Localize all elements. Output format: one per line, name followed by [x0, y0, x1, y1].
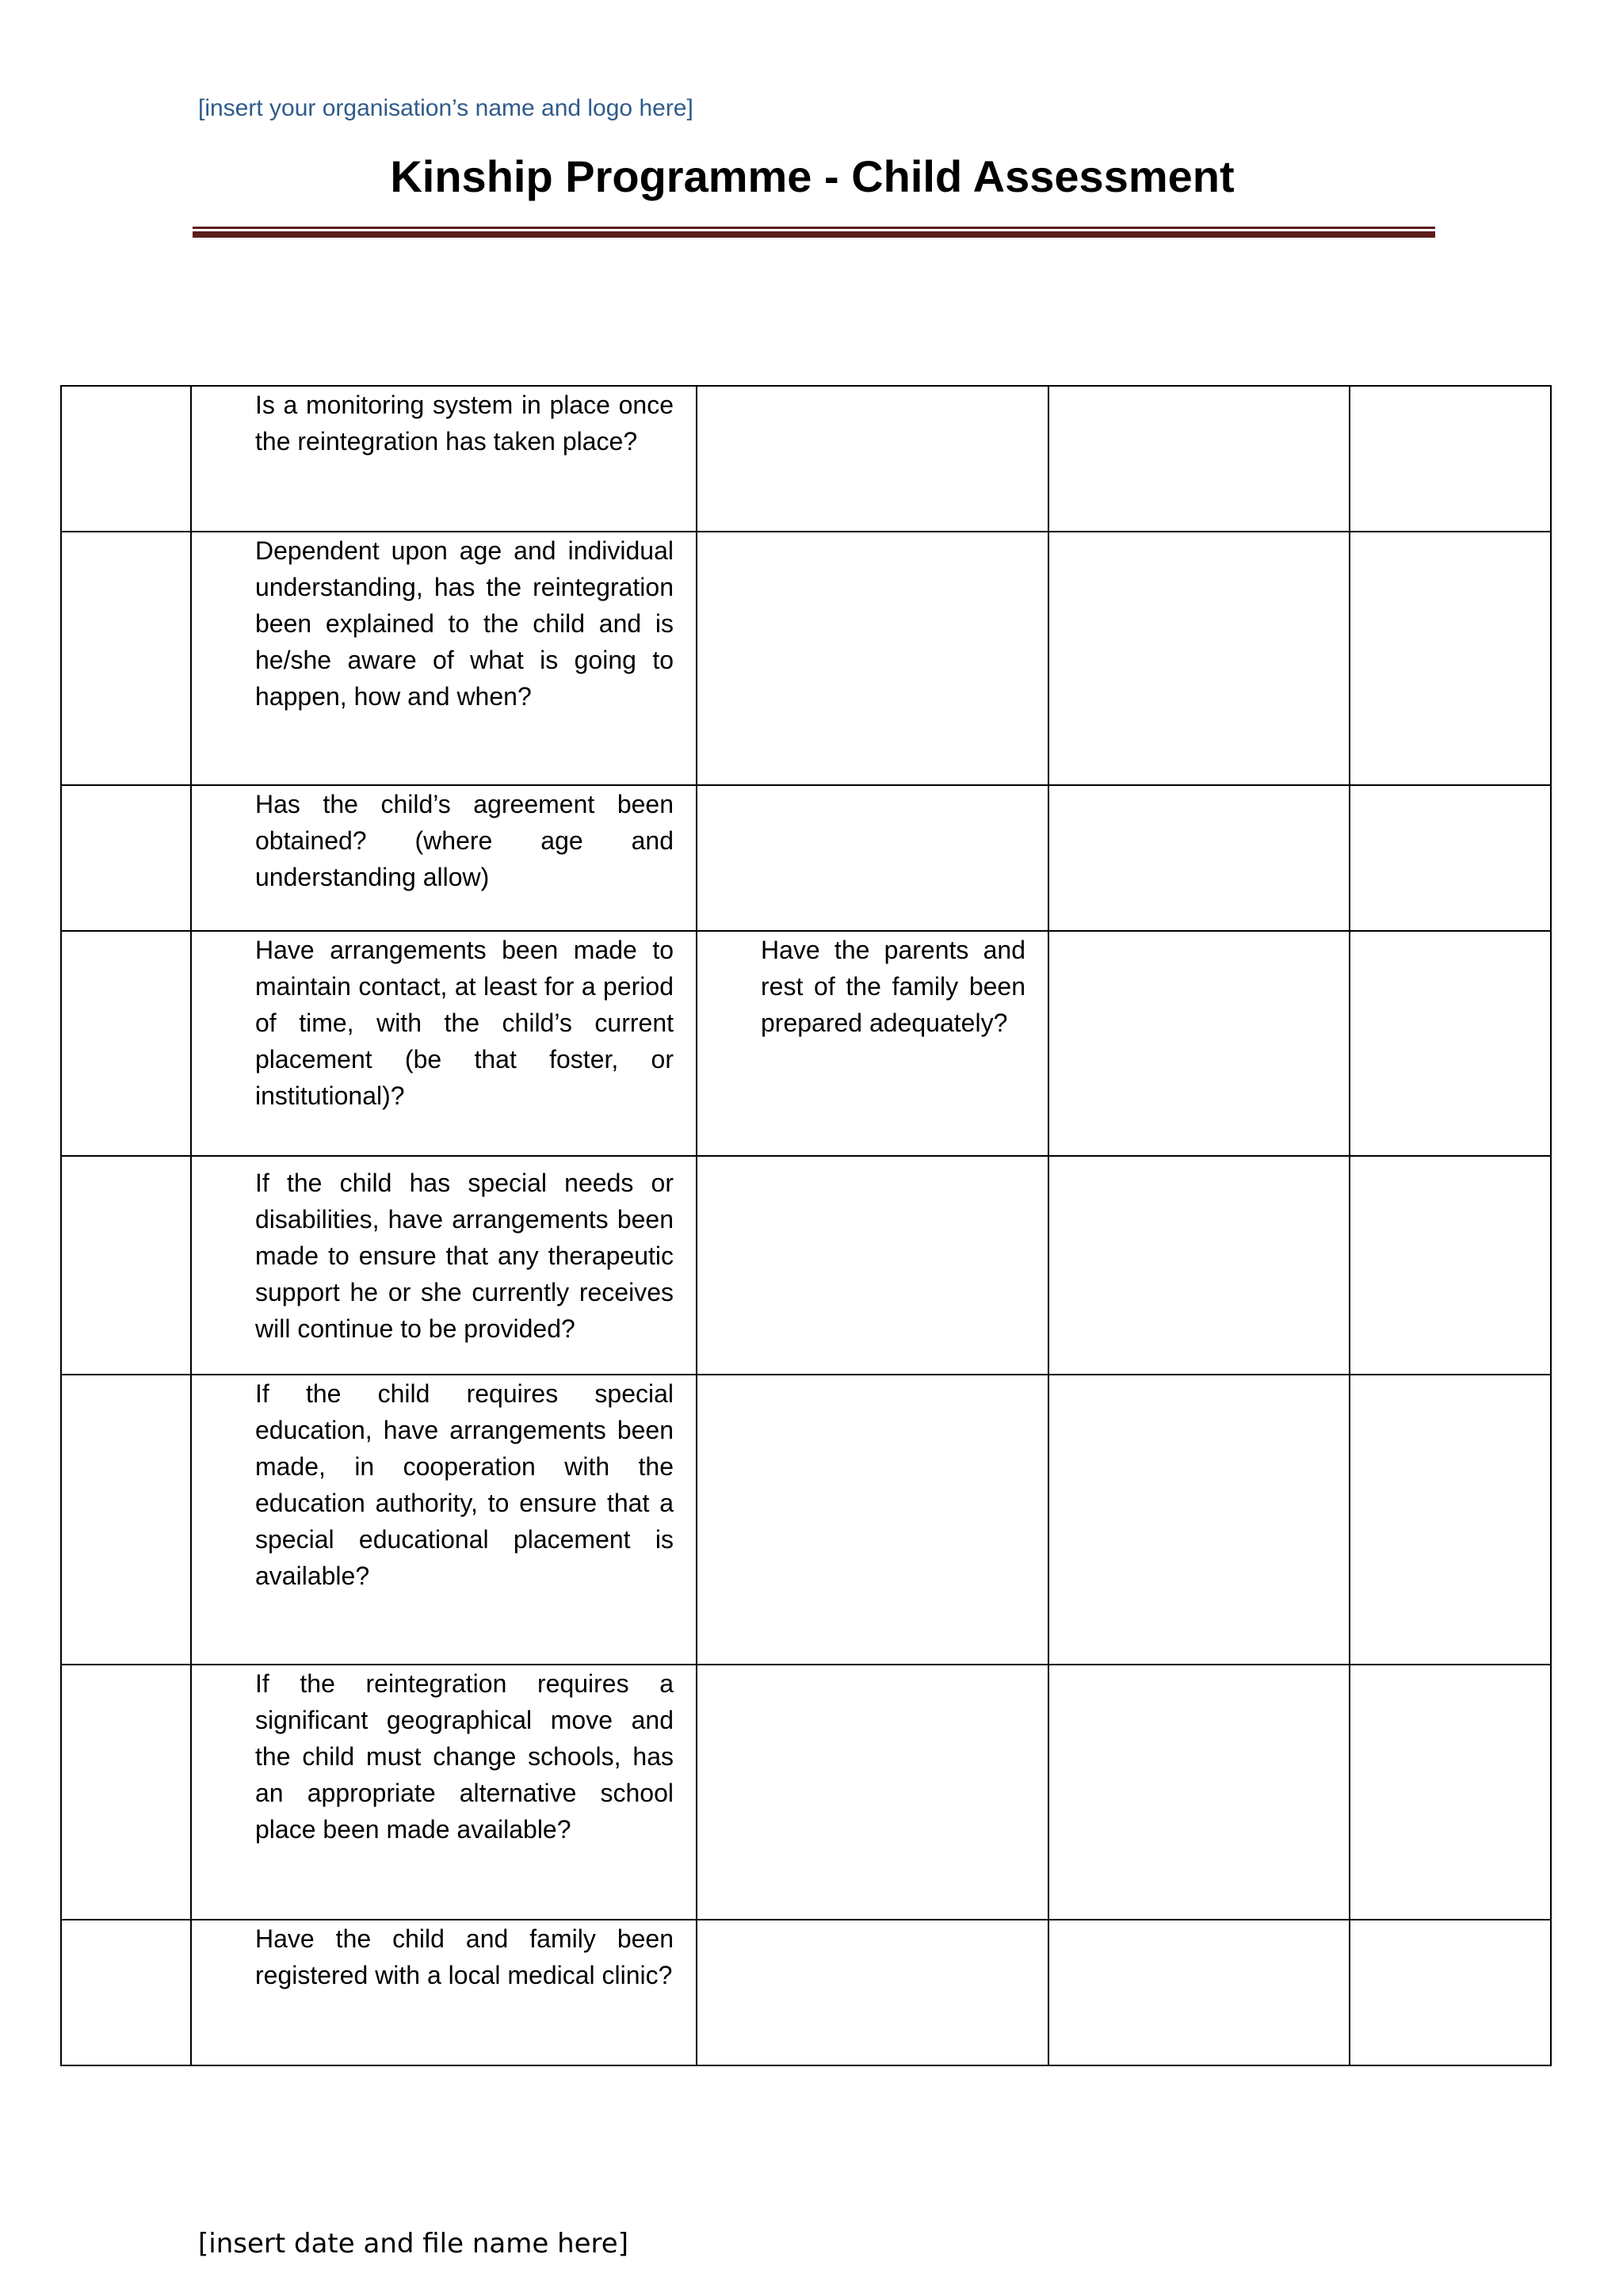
question-cell — [191, 1156, 697, 1375]
response-cell[interactable] — [697, 386, 1048, 532]
question-text: Have the child and family been registered with a local medical clinic? — [255, 1924, 674, 1989]
notes-cell[interactable] — [1048, 1156, 1350, 1375]
question-text: If the child requires special education, have arrangements been made, in cooperation with the education authority, to ensure that a special educational placement is available? — [255, 1379, 674, 1590]
question-cell — [191, 1375, 697, 1665]
row-number-cell — [61, 1156, 191, 1375]
question-text: Have arrangements been made to maintain contact, at least for a period of time, with the child’s current placement (be that foster, or institutional)? — [255, 936, 674, 1110]
response-cell[interactable] — [697, 1920, 1048, 2065]
title-divider-thin — [193, 227, 1435, 229]
row-number-cell — [61, 1375, 191, 1665]
notes-cell[interactable] — [1048, 532, 1350, 785]
response-cell[interactable] — [697, 532, 1048, 785]
table-row — [61, 532, 1551, 785]
status-cell[interactable] — [1350, 386, 1551, 532]
status-cell[interactable] — [1350, 1375, 1551, 1665]
question-text: Dependent upon age and individual understanding, has the reintegration been explained to the child and is he/she aware of what is going to happen, how and when? — [255, 536, 674, 711]
response-cell[interactable] — [697, 1375, 1048, 1665]
question-cell — [191, 1665, 697, 1920]
organisation-placeholder: [insert your organisation’s name and logo here] — [198, 95, 693, 121]
response-cell[interactable] — [697, 1156, 1048, 1375]
question-text: Has the child’s agreement been obtained? (where age and understanding allow) — [255, 790, 674, 891]
status-cell[interactable] — [1350, 1156, 1551, 1375]
response-cell[interactable] — [697, 785, 1048, 931]
question-text: If the reintegration requires a significant geographical move and the child must change schools, has an appropriate alternative school place been made available? — [255, 1669, 674, 1844]
notes-cell[interactable] — [1048, 1375, 1350, 1665]
response-cell[interactable] — [697, 1665, 1048, 1920]
response-cell[interactable] — [697, 931, 1048, 1156]
title-divider-thick — [193, 231, 1435, 238]
question-cell — [191, 532, 697, 785]
notes-cell[interactable] — [1048, 931, 1350, 1156]
notes-cell[interactable] — [1048, 386, 1350, 532]
assessment-table — [60, 385, 1552, 2066]
row-number-cell — [61, 931, 191, 1156]
question-cell — [191, 1920, 697, 2065]
status-cell[interactable] — [1350, 931, 1551, 1156]
table-row — [61, 785, 1551, 931]
question-text: If the child has special needs or disabilities, have arrangements been made to ensure that any therapeutic support he or she currently receives will continue to be provided? — [255, 1169, 674, 1343]
notes-cell[interactable] — [1048, 1920, 1350, 2065]
status-cell[interactable] — [1350, 785, 1551, 931]
question-cell — [191, 931, 697, 1156]
table-row — [61, 1375, 1551, 1665]
notes-cell[interactable] — [1048, 785, 1350, 931]
row-number-cell — [61, 386, 191, 532]
notes-cell[interactable] — [1048, 1665, 1350, 1920]
row-number-cell — [61, 532, 191, 785]
row-number-cell — [61, 1920, 191, 2065]
row-number-cell — [61, 1665, 191, 1920]
table-row — [61, 386, 1551, 532]
question-cell — [191, 386, 697, 532]
table-row — [61, 1920, 1551, 2065]
status-cell[interactable] — [1350, 532, 1551, 785]
question-cell — [191, 785, 697, 931]
footer-date-filename-placeholder: [insert date and file name here] — [198, 2228, 628, 2260]
status-cell[interactable] — [1350, 1920, 1551, 2065]
row-number-cell — [61, 785, 191, 931]
table-row — [61, 931, 1551, 1156]
question-text: Is a monitoring system in place once the reintegration has taken place? — [255, 391, 674, 456]
page-title: Kinship Programme - Child Assessment — [390, 151, 1235, 201]
table-row — [61, 1665, 1551, 1920]
status-cell[interactable] — [1350, 1665, 1551, 1920]
side-note-text: Have the parents and rest of the family been prepared adequately? — [761, 936, 1025, 1037]
table-row — [61, 1156, 1551, 1375]
